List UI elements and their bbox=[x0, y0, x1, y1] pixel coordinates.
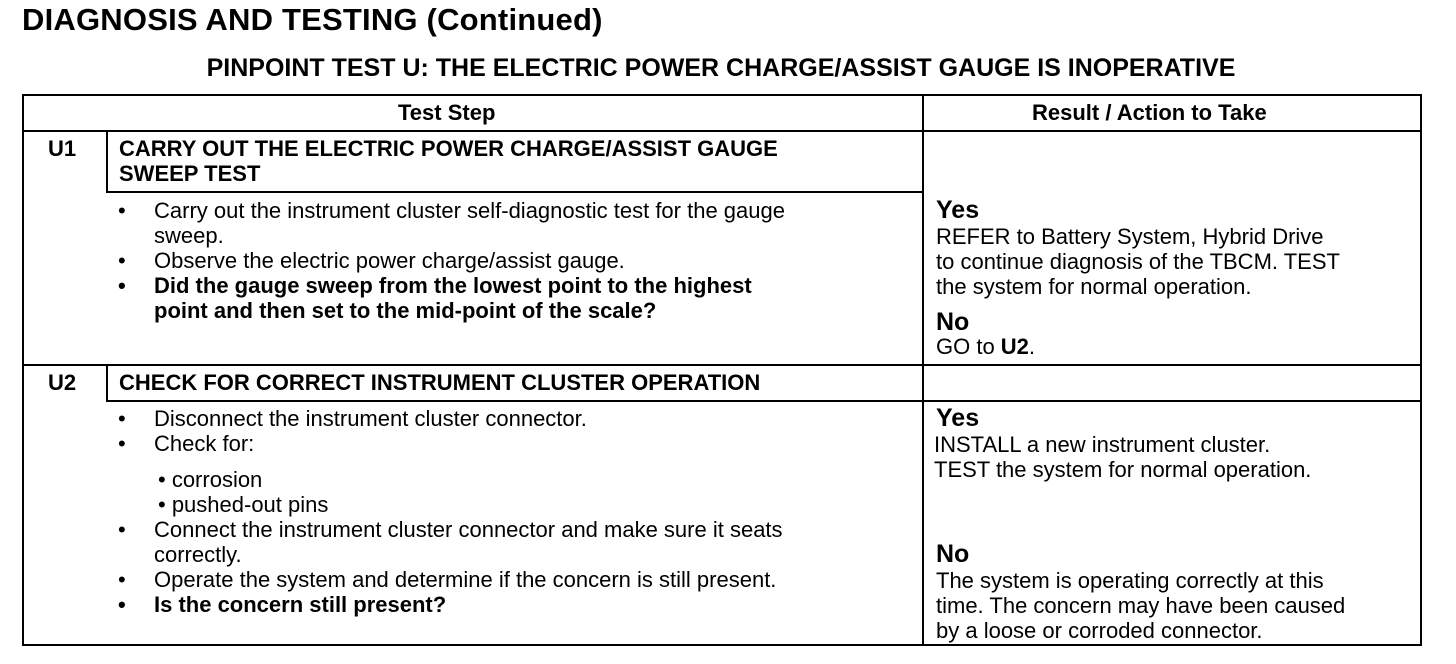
header-result: Result / Action to Take bbox=[1032, 100, 1267, 125]
page-title: DIAGNOSIS AND TESTING (Continued) bbox=[22, 2, 603, 37]
step-title: CARRY OUT THE ELECTRIC POWER CHARGE/ASSIST GAUGE bbox=[119, 136, 778, 161]
sub-list-item: • pushed-out pins bbox=[158, 492, 329, 517]
step-title: CHECK FOR CORRECT INSTRUMENT CLUSTER OPERATION bbox=[119, 370, 761, 395]
pinpoint-test-title: PINPOINT TEST U: THE ELECTRIC POWER CHARGE/ASSIST GAUGE IS INOPERATIVE bbox=[206, 54, 1236, 82]
no-label: No bbox=[936, 308, 970, 336]
header-divider bbox=[24, 130, 1422, 132]
step-id: U1 bbox=[48, 136, 77, 161]
no-action: The system is operating correctly at this time. The concern may have been caused by a loose or corroded connector. bbox=[936, 568, 1346, 643]
u2-result-divider bbox=[922, 400, 1422, 402]
u2-title-divider bbox=[106, 400, 922, 402]
no-action: GO to U2. bbox=[936, 334, 1036, 359]
u1-id-divider bbox=[106, 130, 108, 192]
u1-u2-divider bbox=[24, 364, 1422, 366]
goto-step-link: U2 bbox=[1000, 334, 1029, 359]
yes-label: Yes bbox=[936, 404, 980, 432]
pinpoint-test-table: Test Step Result / Action to Take U1 CARRY OUT THE ELECTRIC POWER CHARGE/ASSIST GAUGE SWEEP TEST • Carry out the instrument cluster self-diagnostic test for the gauge sweep. • Observe the electric power charge/assist gauge. • Did the gauge sweep from the lowest point to the highest point and then set to the mid-point of the scale? Yes REFER to Battery System, Hybrid Drive to continue diagnosis of the TBCM. TEST the system for normal operation. No GO to U2. U2 CHECK FOR CORRECT INSTRUMENT CLUSTER OPERATION • Disconnect the instrument cluster connector. • Check for: • corrosion • pushed-out pins • Connect the instrument cluster connector and make sure it seats correctly. • Operate the system and determine if the concern is still present. • Is the concern still present? Yes INSTALL a new instrument cluster. TEST the system for normal operation. No The system is operating correctly at this time. The concern may have been caused by a loose or corroded connector. bbox=[22, 94, 1422, 646]
no-label: No bbox=[936, 540, 970, 568]
step-title: SWEEP TEST bbox=[119, 161, 261, 186]
column-divider bbox=[922, 96, 924, 646]
u2-id-divider bbox=[106, 364, 108, 402]
u1-title-divider bbox=[106, 191, 922, 193]
yes-action: REFER to Battery System, Hybrid Drive to continue diagnosis of the TBCM. TEST the system for normal operation. bbox=[936, 224, 1340, 299]
yes-action: INSTALL a new instrument cluster. TEST the system for normal operation. bbox=[934, 432, 1312, 482]
header-test-step: Test Step bbox=[398, 100, 496, 125]
sub-list-item: • corrosion bbox=[158, 467, 263, 492]
step-id: U2 bbox=[48, 370, 77, 395]
yes-label: Yes bbox=[936, 196, 980, 224]
